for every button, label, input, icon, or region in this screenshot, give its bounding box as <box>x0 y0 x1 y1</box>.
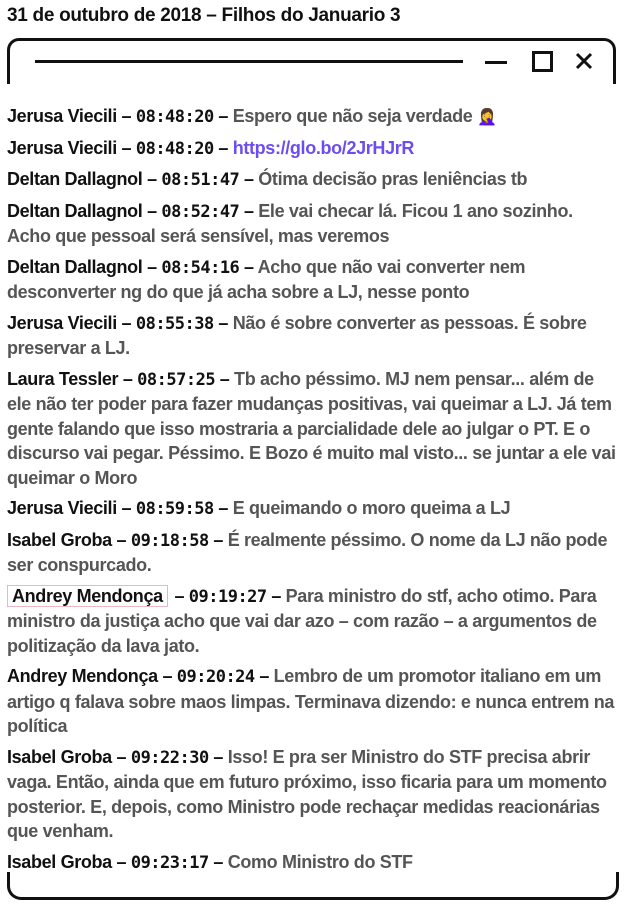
message-link[interactable]: https://glo.bo/2JrHJrR <box>232 137 415 158</box>
separator: – <box>259 666 269 686</box>
chat-message <box>7 311 619 361</box>
message-time: 08:55:38 <box>135 313 214 334</box>
message-time: 08:52:47 <box>161 201 240 222</box>
separator: – <box>147 200 157 221</box>
chat-message <box>7 167 619 193</box>
separator: – <box>243 200 254 221</box>
minimize-button[interactable] <box>483 48 509 74</box>
separator: – <box>147 256 157 277</box>
message-text: Para ministro do stf, acho otimo. Para ministro da justiça acho que vai dar azo – com razão – a argumentos de politização da lava jato. <box>7 585 597 656</box>
chat-message <box>7 255 619 305</box>
separator: – <box>116 851 127 872</box>
facepalm-emoji-icon: 🤦‍♀️ <box>477 107 497 126</box>
chat-log <box>7 104 619 881</box>
separator: – <box>116 746 127 767</box>
separator: – <box>218 137 229 158</box>
separator: – <box>219 368 230 389</box>
message-time: 09:19:27 <box>188 586 267 607</box>
separator: – <box>147 169 157 189</box>
chat-message <box>7 367 619 491</box>
separator: – <box>174 585 185 606</box>
separator: – <box>218 312 229 333</box>
message-time: 09:23:17 <box>130 852 209 873</box>
chat-message <box>7 496 619 522</box>
separator: – <box>243 169 254 189</box>
separator: – <box>116 529 127 550</box>
chat-message <box>7 745 619 844</box>
message-time: 09:22:30 <box>130 747 209 768</box>
window-frame-bottom <box>7 872 619 900</box>
separator: – <box>271 585 281 606</box>
message-text: Lembro de um promotor italiano em um artigo q falava sobre maos limpas. Terminava dizendo: e nunca entrem na política <box>7 666 614 736</box>
message-text: Como Ministro do STF <box>227 851 413 872</box>
message-time: 08:48:20 <box>135 138 214 159</box>
message-time: 08:57:25 <box>137 369 216 390</box>
message-author: Jerusa Viecili <box>7 106 117 126</box>
separator: – <box>122 368 133 389</box>
page-title: 31 de outubro de 2018 – Filhos do Januario 3 <box>7 5 401 26</box>
message-time: 09:18:58 <box>130 530 209 551</box>
message-text: Ele vai checar lá. Ficou 1 ano sozinho. Acho que pessoal será sensível, mas veremos <box>7 200 573 246</box>
message-author: Andrey Mendonça <box>7 585 168 607</box>
message-time: 09:20:24 <box>176 667 255 687</box>
chat-message <box>7 528 619 578</box>
separator: – <box>213 851 224 872</box>
separator: – <box>213 529 224 550</box>
close-button[interactable] <box>571 48 597 74</box>
separator: – <box>218 498 229 518</box>
message-time: 08:54:16 <box>161 257 240 278</box>
separator: – <box>162 666 173 686</box>
message-text: Ótima decisão pras leniências tb <box>258 169 528 189</box>
close-icon <box>575 52 593 70</box>
message-text: Tb acho péssimo. MJ nem pensar... além de ele não ter poder para fazer mudanças positivas, vai queimar a LJ. Já tem gente falando que isso mostraria a parcialidade dele ao julgar o PT. E o discurso vai pegar. Péssimo. E Bozo é muito mal visto... se juntar a ele vai queimar o Moro <box>7 368 616 488</box>
message-author: Isabel Groba <box>7 529 112 550</box>
chat-message <box>7 199 619 249</box>
separator: – <box>121 312 132 333</box>
message-text: Acho que não vai converter nem desconverter ng do que já acha sobre a LJ, nesse ponto <box>7 256 526 302</box>
message-author: Deltan Dallagnol <box>7 169 143 189</box>
message-author: Jerusa Viecili <box>7 137 117 158</box>
chat-message <box>7 136 619 162</box>
minimize-icon <box>485 61 507 64</box>
separator: – <box>121 137 132 158</box>
message-time: 08:51:47 <box>161 170 240 190</box>
titlebar-bar[interactable] <box>35 60 463 63</box>
message-author: Deltan Dallagnol <box>7 256 143 277</box>
message-time: 08:59:58 <box>135 499 214 519</box>
message-author: Laura Tessler <box>7 368 119 389</box>
maximize-icon <box>532 51 553 72</box>
message-text: Espero que não seja verdade <box>232 106 473 126</box>
chat-message <box>7 584 619 659</box>
message-author: Andrey Mendonça <box>7 666 158 686</box>
separator: – <box>121 498 132 518</box>
message-text: É realmente péssimo. O nome da LJ não pode ser conspurcado. <box>7 529 608 575</box>
message-author: Isabel Groba <box>7 851 112 872</box>
message-author: Isabel Groba <box>7 746 112 767</box>
chat-message <box>7 104 619 130</box>
separator: – <box>218 106 229 126</box>
message-author: Deltan Dallagnol <box>7 200 143 221</box>
message-text: E queimando o moro queima a LJ <box>232 498 511 518</box>
separator: – <box>121 106 132 126</box>
message-time: 08:48:20 <box>135 107 214 127</box>
separator: – <box>243 256 254 277</box>
separator: – <box>213 746 224 767</box>
message-author: Jerusa Viecili <box>7 312 117 333</box>
message-text: Isso! E pra ser Ministro do STF precisa abrir vaga. Então, ainda que em futuro próximo, isso ficaria para um momento posterior. E, depois, como Ministro pode rechaçar medidas reacionárias que venham. <box>7 746 607 841</box>
message-author: Jerusa Viecili <box>7 498 117 518</box>
message-text: Não é sobre converter as pessoas. É sobre preservar a LJ. <box>7 312 587 358</box>
maximize-button[interactable] <box>529 48 555 74</box>
chat-message <box>7 664 619 739</box>
